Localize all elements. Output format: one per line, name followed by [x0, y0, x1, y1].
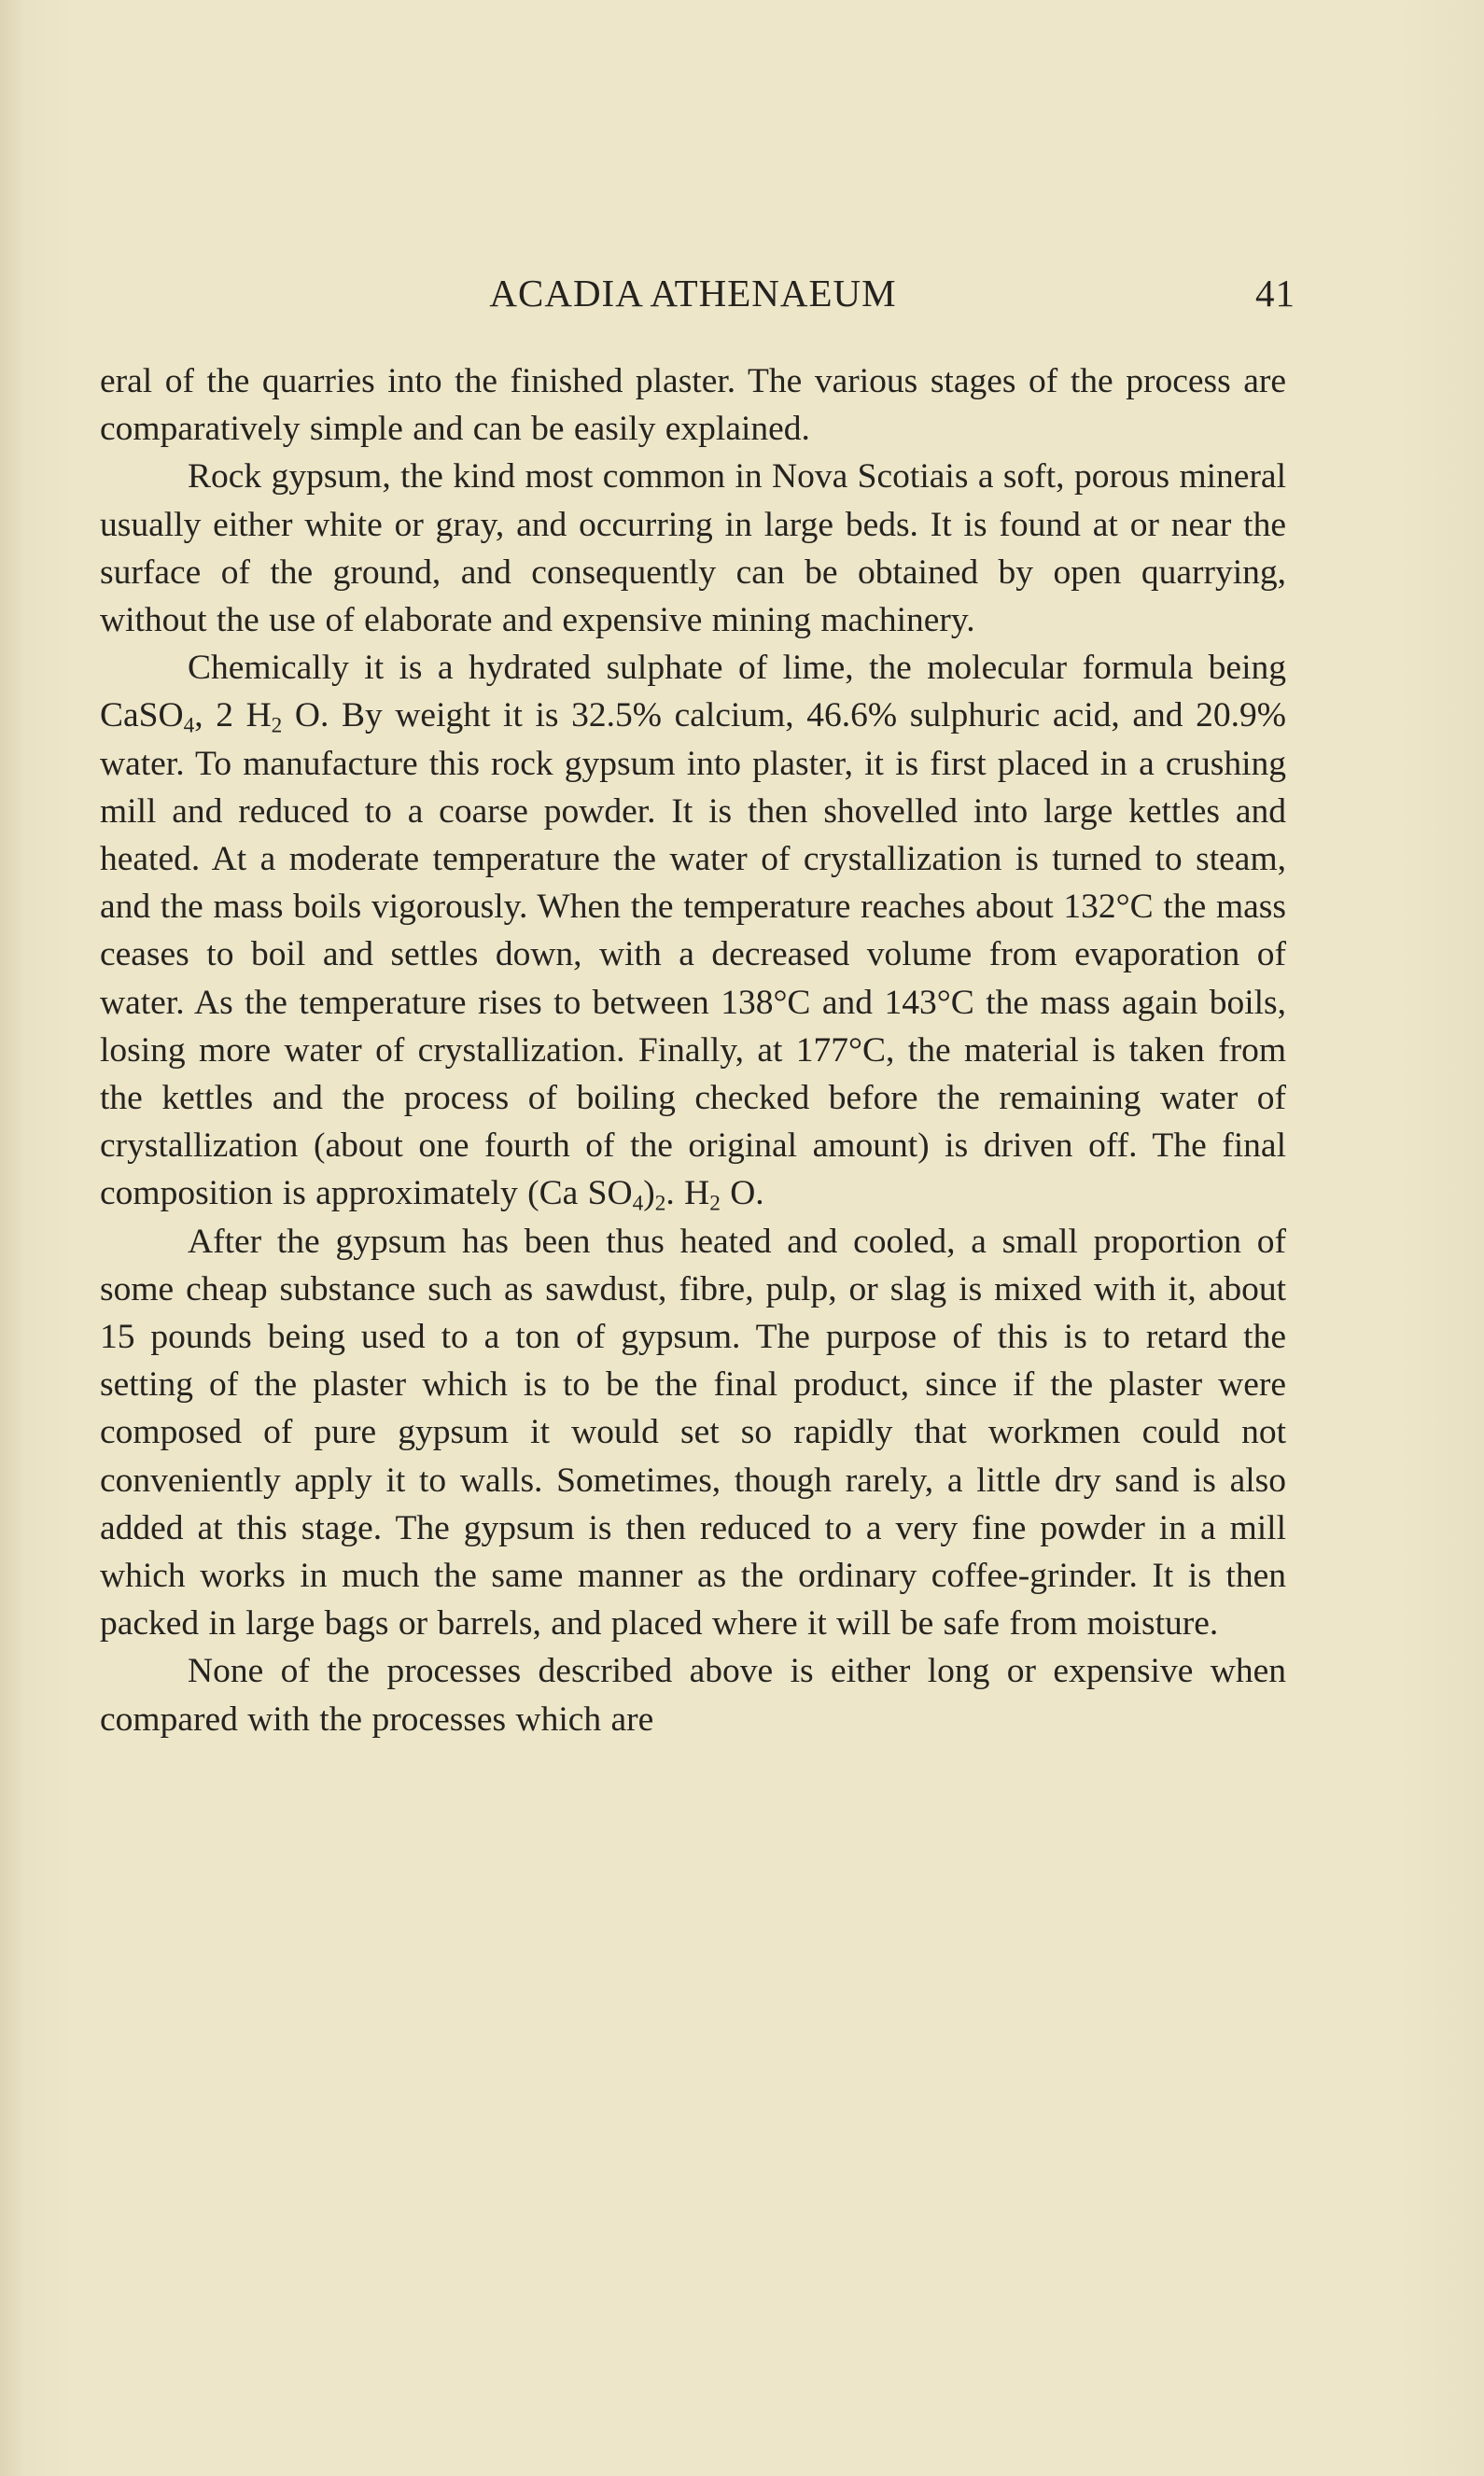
text-run: ) — [643, 1174, 655, 1213]
text-run: O. — [720, 1174, 764, 1213]
subscript: 4 — [183, 713, 195, 738]
paragraph-rock-gypsum: Rock gypsum, the kind most common in Nova Scotiais a soft, porous mineral usually either white or gray, and occurring in large beds. It is found at or near the surface of the ground, and consequently can be obtained by open quarrying, without the use of elaborate and expensive mining machinery. — [100, 457, 1286, 640]
paragraph-processes: None of the processes described above is either long or expensive when compared with the processes which are — [100, 1652, 1286, 1739]
running-title: ACADIA ATHENAEUM — [489, 272, 897, 315]
body-text — [100, 357, 1286, 1743]
text-run: Chemically it is a hydrated sulphate of lime, the molecular formula being CaSO — [100, 649, 1286, 735]
text-run: O. By weight it is 32.5% calcium, 46.6% sulphuric acid, and 20.9% water. To manufacture this rock gypsum into plaster, it is first placed in a crushing mill and reduced to a coarse powder. It is then shovelled into large kettles and heated. At a moderate temperature the water of crystallization is turned to steam, and the mass boils vigorously. When the temperature reaches about 132°C the mass ceases to boil and settles down, with a decreased volume from evaporation of water. As the temperature rises to between 138°C and 143°C the mass again boils, losing more water of crystallization. Finally, at 177°C, the material is taken from the kettles and the process of boiling checked before the remaining water of crystallization (about one fourth of the original amount) is driven off. The final composition is approximately (Ca SO — [100, 696, 1286, 1213]
text-run: . H — [665, 1174, 710, 1213]
page-number: 41 — [1255, 272, 1295, 315]
subscript: 4 — [632, 1191, 644, 1216]
subscript: 2 — [709, 1191, 721, 1216]
running-header — [98, 271, 1295, 327]
subscript: 2 — [654, 1191, 666, 1216]
subscript: 2 — [271, 713, 283, 738]
paragraph-continued: eral of the quarries into the finished plaster. The various stages of the process are comparatively simple and can be easily explained. — [100, 362, 1286, 449]
paragraph-additives: After the gypsum has been thus heated and cooled, a small proportion of some cheap substance such as sawdust, fibre, pulp, or slag is mixed with it, about 15 pounds being used to a ton of gypsum. The purpose of this is to retard the setting of the plaster which is to be the final product, since if the plaster were composed of pure gypsum it would set so rapidly that workmen could not conveniently apply it to walls. Sometimes, though rarely, a little dry sand is also added at this stage. The gypsum is then reduced to a very fine powder in a mill which works in much the same manner as the ordinary coffee-grinder. It is then packed in large bags or barrels, and placed where it will be safe from moisture. — [100, 1222, 1286, 1644]
text-run: , 2 H — [194, 696, 272, 735]
paragraph-chemistry — [100, 644, 1286, 1217]
